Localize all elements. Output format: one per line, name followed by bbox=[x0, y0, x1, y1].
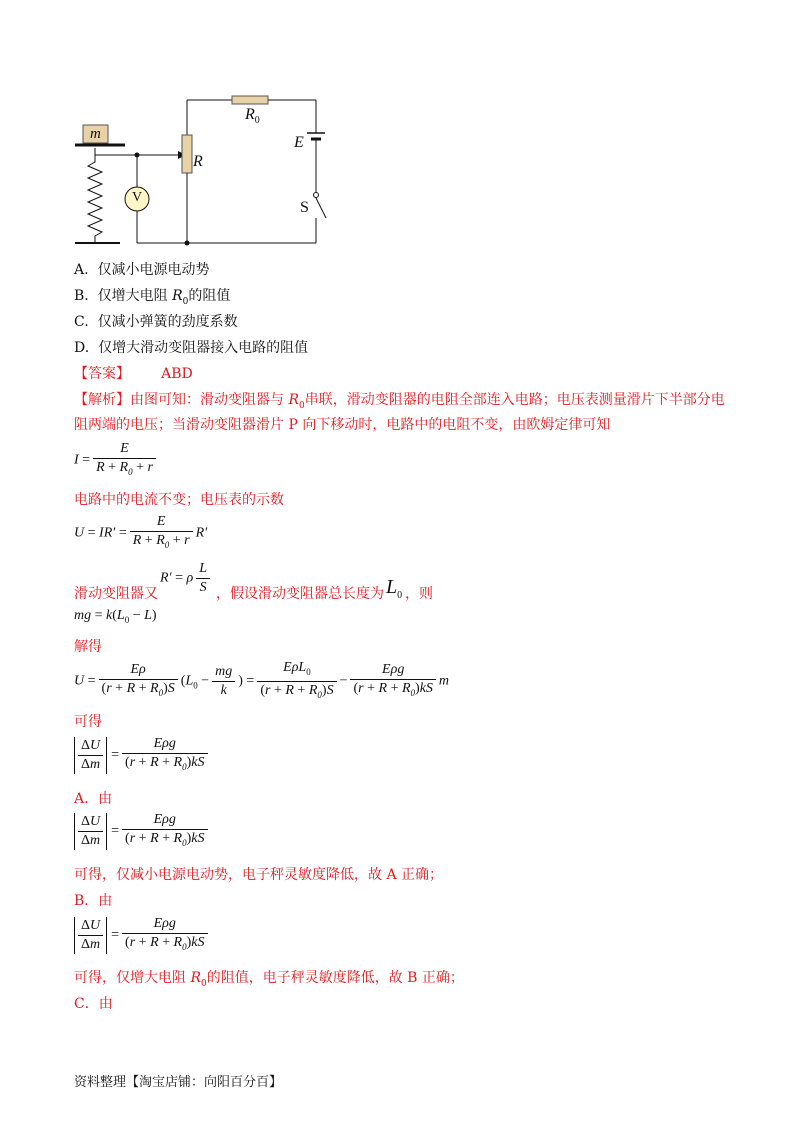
option-d: D. 仅增大滑动变阻器接入电路的阻值 bbox=[74, 340, 309, 356]
current-unchanged-text: 电路中的电流不变；电压表的示数 bbox=[74, 492, 284, 508]
rheostat-text-3: ，则 bbox=[405, 586, 433, 602]
option-a: A. 仅减小电源电动势 bbox=[74, 262, 210, 278]
formula-sensitivity-3: $\frac{\Delta U}{\Delta m}$ = $\frac{\text{Eρg}}{(r + R + R_0)kS}$ bbox=[74, 915, 211, 956]
switch-label: S bbox=[300, 199, 309, 216]
rheostat bbox=[182, 135, 192, 173]
spring bbox=[88, 148, 102, 242]
analysis-line-2: 阻两端的电压；当滑动变阻器滑片 P 向下移动时，电路中的电阻不变，由欧姆定律可知 bbox=[74, 417, 611, 433]
formula-sensitivity-2: $\frac{\Delta U}{\Delta m}$ = $\frac{\text{Eρg}}{(r + R + R_0)kS}$ bbox=[74, 811, 211, 852]
rheostat-label: R bbox=[193, 153, 203, 170]
rheostat-text-1: 滑动变阻器又 bbox=[74, 586, 158, 602]
switch-contact bbox=[314, 193, 319, 198]
option-a-result: 可得，仅减小电源电动势，电子秤灵敏度降低，故 A 正确； bbox=[74, 867, 444, 883]
option-b-by: B．由 bbox=[74, 893, 113, 909]
rheostat-text-2: ，假设滑动变阻器总长度为 bbox=[216, 586, 384, 602]
solve-text: 解得 bbox=[74, 639, 102, 655]
formula-voltage: U = IR′ = $\frac{E}{R + R_0 + r}$ R′ bbox=[74, 513, 207, 554]
formula-sensitivity-1: $\frac{\Delta U}{\Delta m}$ = $\frac{\text{Eρg}}{(r + R + R_0)kS}$ bbox=[74, 735, 211, 776]
voltmeter-label: V bbox=[132, 190, 143, 205]
battery-label: E bbox=[294, 134, 304, 151]
formula-resistance: R′ = ρ $\frac{L}{S}$ bbox=[160, 560, 213, 597]
option-c-by: C．由 bbox=[74, 996, 113, 1012]
footer: 资料整理【淘宝店铺：向阳百分百】 bbox=[74, 1075, 283, 1090]
length-symbol: $L_0$ bbox=[386, 576, 403, 601]
resistor-r0 bbox=[232, 96, 268, 104]
analysis-line-1: 【解析】由图可知：滑动变阻器与 $R_0$串联，滑动变阻器的电阻全部连入电路；电压表测量滑片下半部分电 bbox=[74, 392, 725, 411]
option-c: C. 仅减小弹簧的劲度系数 bbox=[74, 314, 238, 330]
resistor-r0-label: $R_0$ bbox=[245, 106, 260, 127]
obtain-text: 可得 bbox=[74, 714, 102, 730]
option-a-by: A．由 bbox=[74, 791, 113, 807]
mass-label: m bbox=[90, 126, 101, 142]
formula-current: I = $\frac{E}{R + R_0 + r}$ bbox=[74, 440, 159, 481]
answer-line: 【答案】 ABD bbox=[74, 366, 193, 382]
formula-voltage-expanded: U = $\frac{E\rho}{(r + R + R_0)S}$ ($L_0$ − $\frac{mg}{k}$ ) = $\frac{E\rho L_0}{(r + R + R_0)S}$ − $\frac{\text{Eρg}}{(r + R + R_0)kS}$ m bbox=[74, 659, 449, 704]
switch-lever bbox=[316, 198, 326, 218]
option-b: B. 仅增大电阻 $R_0$的阻值 bbox=[74, 288, 231, 307]
option-b-result: 可得，仅增大电阻 $R_0$的阻值，电子秤灵敏度降低，故 B 正确； bbox=[74, 970, 464, 989]
formula-force: mg = $k(L_0 - L)$ bbox=[74, 608, 157, 625]
circuit-diagram bbox=[70, 90, 340, 255]
